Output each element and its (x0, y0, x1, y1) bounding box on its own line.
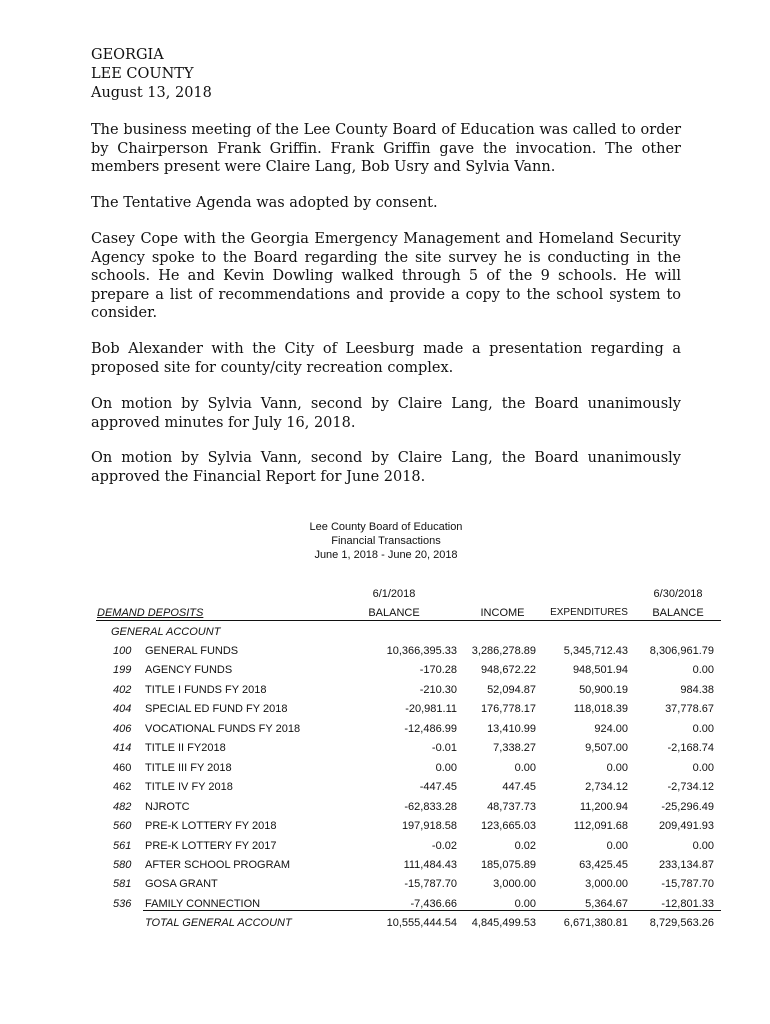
report-subtitle: Financial Transactions (331, 535, 441, 547)
row-code: 581 (113, 878, 132, 890)
section-demand-deposits: DEMAND DEPOSITS (97, 607, 204, 619)
row-fund-name: PRE-K LOTTERY FY 2017 (145, 840, 277, 852)
row-expenditures: 118,018.39 (573, 703, 628, 715)
header-start-date: 6/1/2018 (372, 588, 416, 600)
header-balance-start: BALANCE (368, 607, 420, 619)
row-code: 406 (113, 723, 132, 735)
row-balance-end: -2,734.12 (667, 781, 714, 793)
row-fund-name: AFTER SCHOOL PROGRAM (145, 859, 291, 871)
row-income: 185,075.89 (480, 859, 536, 871)
total-expenditures: 6,671,380.81 (563, 917, 628, 929)
row-fund-name: TITLE IV FY 2018 (145, 781, 233, 793)
header-balance-end: BALANCE (652, 607, 704, 619)
row-balance-end: 0.00 (692, 723, 714, 735)
paragraph-financial-approval: On motion by Sylvia Vann, second by Claire Lang, the Board unanimously approved the Financial Report for June 2018. (91, 450, 681, 485)
total-start: 10,555,444.54 (386, 917, 457, 929)
row-code: 462 (113, 781, 132, 793)
row-income: 176,778.17 (480, 703, 536, 715)
header-state: GEORGIA (91, 47, 164, 63)
row-income: 52,094.87 (487, 684, 536, 696)
row-income: 13,410.99 (487, 723, 536, 735)
row-balance-end: 0.00 (692, 664, 714, 676)
row-fund-name: PRE-K LOTTERY FY 2018 (145, 820, 277, 832)
row-balance-end: 984.38 (680, 684, 714, 696)
row-code: 100 (113, 645, 132, 657)
row-expenditures: 9,507.00 (585, 742, 628, 754)
row-balance-start: 0.00 (435, 762, 457, 774)
row-expenditures: 63,425.45 (579, 859, 628, 871)
row-expenditures: 924.00 (594, 723, 628, 735)
row-expenditures: 0.00 (606, 840, 628, 852)
row-fund-name: TITLE III FY 2018 (145, 762, 232, 774)
total-label: TOTAL GENERAL ACCOUNT (145, 917, 292, 929)
report-title: Lee County Board of Education (309, 521, 463, 533)
row-code: 460 (113, 762, 132, 774)
row-income: 447.45 (502, 781, 536, 793)
report-period: June 1, 2018 - June 20, 2018 (314, 549, 458, 561)
row-fund-name: GOSA GRANT (145, 878, 218, 890)
row-code: 560 (113, 820, 132, 832)
row-balance-end: -25,296.49 (661, 801, 714, 813)
row-expenditures: 0.00 (606, 762, 628, 774)
row-fund-name: TITLE II FY2018 (145, 742, 226, 754)
row-code: 402 (113, 684, 132, 696)
row-balance-start: -15,787.70 (404, 878, 457, 890)
paragraph-gema-survey: Casey Cope with the Georgia Emergency Management and Homeland Security Agency spoke to the Board regarding the site survey he is conducting in the schools. He and Kevin Dowling walked through 5 of the 9 schools. He will prepare a list of recommendations and provide a copy to the school system to consider. (91, 231, 681, 321)
row-fund-name: TITLE I FUNDS FY 2018 (145, 684, 267, 696)
row-balance-start: -210.30 (419, 684, 457, 696)
row-balance-start: -447.45 (419, 781, 457, 793)
row-balance-end: 0.00 (692, 762, 714, 774)
row-fund-name: SPECIAL ED FUND FY 2018 (145, 703, 288, 715)
header-income: INCOME (480, 607, 525, 619)
row-expenditures: 5,364.67 (585, 898, 628, 910)
row-balance-end: 209,491.93 (658, 820, 714, 832)
row-income: 948,672.22 (480, 664, 536, 676)
row-expenditures: 5,345,712.43 (563, 645, 628, 657)
row-balance-start: -62,833.28 (404, 801, 457, 813)
row-balance-start: -170.28 (419, 664, 457, 676)
paragraph-call-to-order: The business meeting of the Lee County Board of Education was called to order by Chairperson Frank Griffin. Frank Griffin gave the invocation. The other members present were Claire Lang, Bob Usry and Sylvia Vann. (91, 122, 681, 175)
row-balance-start: 10,366,395.33 (386, 645, 457, 657)
paragraph-recreation-complex: Bob Alexander with the City of Leesburg made a presentation regarding a proposed site for county/city recreation complex. (91, 341, 681, 376)
row-income: 0.00 (514, 898, 536, 910)
header-underline (96, 620, 721, 621)
row-fund-name: VOCATIONAL FUNDS FY 2018 (145, 723, 301, 735)
row-income: 48,737.73 (487, 801, 536, 813)
header-end-date: 6/30/2018 (653, 588, 703, 600)
row-income: 7,338.27 (493, 742, 536, 754)
row-fund-name: FAMILY CONNECTION (145, 898, 261, 910)
row-expenditures: 11,200.94 (579, 801, 628, 813)
row-code: 580 (113, 859, 132, 871)
row-fund-name: GENERAL FUNDS (145, 645, 239, 657)
row-code: 199 (113, 664, 132, 676)
row-income: 0.00 (514, 762, 536, 774)
row-income: 3,286,278.89 (471, 645, 536, 657)
total-income: 4,845,499.53 (471, 917, 536, 929)
row-balance-start: 111,484.43 (403, 859, 457, 871)
row-expenditures: 112,091.68 (573, 820, 628, 832)
document-header (91, 46, 212, 103)
row-income: 3,000.00 (493, 878, 536, 890)
row-expenditures: 948,501.94 (572, 664, 628, 676)
row-income: 0.02 (514, 840, 536, 852)
row-code: 561 (113, 840, 132, 852)
row-balance-end: 8,306,961.79 (649, 645, 714, 657)
row-expenditures: 2,734.12 (585, 781, 628, 793)
row-balance-end: -15,787.70 (661, 878, 714, 890)
paragraph-agenda: The Tentative Agenda was adopted by consent. (91, 195, 438, 211)
row-balance-start: -7,436.66 (410, 898, 457, 910)
row-code: 536 (113, 898, 132, 910)
row-balance-end: 0.00 (692, 840, 714, 852)
row-balance-start: 197,918.58 (401, 820, 457, 832)
row-fund-name: AGENCY FUNDS (145, 664, 233, 676)
subsection-general-account: GENERAL ACCOUNT (111, 626, 221, 638)
row-code: 404 (113, 703, 132, 715)
row-balance-start: -12,486.99 (404, 723, 457, 735)
report-title-block (236, 520, 536, 562)
row-balance-end: -2,168.74 (667, 742, 714, 754)
row-code: 482 (113, 801, 132, 813)
row-fund-name: NJROTC (145, 801, 190, 813)
row-balance-end: 37,778.67 (665, 703, 714, 715)
row-balance-end: 233,134.87 (658, 859, 714, 871)
row-balance-start: -0.02 (431, 840, 457, 852)
row-expenditures: 3,000.00 (585, 878, 628, 890)
paragraph-minutes-approval: On motion by Sylvia Vann, second by Claire Lang, the Board unanimously approved minutes for July 16, 2018. (91, 396, 681, 431)
row-code: 414 (113, 742, 132, 754)
row-income: 123,665.03 (480, 820, 536, 832)
total-rule (143, 910, 721, 911)
total-end: 8,729,563.26 (649, 917, 714, 929)
row-balance-start: -20,981.11 (405, 703, 457, 715)
row-balance-end: -12,801.33 (661, 898, 714, 910)
header-county: LEE COUNTY (91, 66, 194, 82)
header-expenditures: EXPENDITURES (550, 607, 628, 618)
row-expenditures: 50,900.19 (579, 684, 628, 696)
header-date: August 13, 2018 (91, 85, 212, 101)
row-balance-start: -0.01 (431, 742, 457, 754)
